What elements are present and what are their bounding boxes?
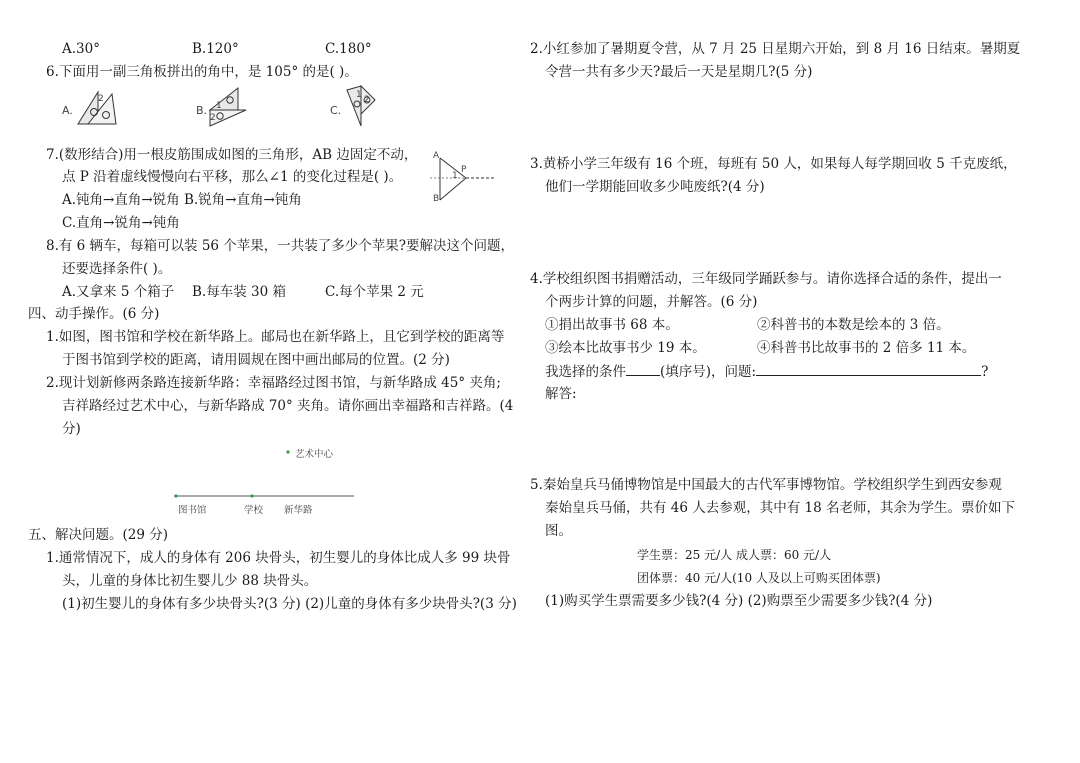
r-q5-line-2: 秦始皇兵马俑，共有 46 人去参观，其中有 18 名老师，其余为学生。票价如下 xyxy=(545,500,1016,516)
r-q4-fill-label: (填序号)，问题: xyxy=(660,364,757,380)
map-label-library: 图书馆 xyxy=(178,505,207,516)
q6-fig-b-mark-1: 1 xyxy=(216,101,222,111)
sec4-q1-line-1: 1.如图，图书馆和学校在新华路上。邮局也在新华路上，且它到学校的距离等 xyxy=(46,329,505,345)
r-q4-choose-line xyxy=(545,362,988,381)
r-q5-prices-line-1: 学生票：25 元/人 成人票：60 元/人 xyxy=(637,548,832,562)
r-q4-answer-label: 解答: xyxy=(545,386,577,402)
q6-label-c: C. xyxy=(330,104,342,117)
r-q4-choose-label: 我选择的条件 xyxy=(545,364,626,380)
q6-question: 6.下面用一副三角板拼出的角中，是 105° 的是( )。 xyxy=(46,64,358,80)
q7-label-b: B xyxy=(433,194,440,204)
q7-line-1: 7.(数形结合)用一根皮筋围成如图的三角形，AB 边固定不动， xyxy=(46,147,418,163)
r-q3-line-1: 3.黄桥小学三年级有 16 个班，每班有 50 人，如果每人每学期回收 5 千克废纸， xyxy=(530,156,1017,172)
r-q4-condition-2: ②科普书的本数是绘本的 3 倍。 xyxy=(757,317,950,333)
q5-option-b: B.120° xyxy=(192,41,239,57)
q7-label-p: P xyxy=(461,165,467,175)
sec4-q1-line-2: 于图书馆到学校的距离，请用圆规在图中画出邮局的位置。(2 分) xyxy=(62,352,450,368)
condition-blank[interactable] xyxy=(626,362,660,376)
q6-label-a: A. xyxy=(62,104,73,117)
section-5-title: 五、解决问题。(29 分) xyxy=(28,527,169,543)
q7-label-a: A xyxy=(433,151,440,161)
q5-option-a: A.30° xyxy=(62,41,100,57)
r-q4-condition-1: ①捐出故事书 68 本。 xyxy=(545,317,679,333)
q8-line-1: 8.有 6 辆车，每箱可以装 56 个苹果，一共装了多少个苹果?要解决这个问题， xyxy=(46,238,515,254)
q8-option-a: A.又拿来 5 个箱子 xyxy=(62,284,175,300)
q7-label-angle-1: 1 xyxy=(452,171,458,181)
map-label-art-center: 艺术中心 xyxy=(295,449,334,460)
r-q2-line-1: 2.小红参加了暑期夏令营，从 7 月 25 日星期六开始，到 8 月 16 日结束。暑期夏 xyxy=(530,41,1021,57)
sec5-q1-line-2: 头，儿童的身体比初生婴儿少 88 块骨头。 xyxy=(62,573,318,589)
q7-line-2: 点 P 沿着虚线慢慢向右平移，那么∠1 的变化过程是( )。 xyxy=(62,169,403,185)
r-q5-line-1: 5.秦始皇兵马俑博物馆是中国最大的古代军事博物馆。学校组织学生到西安参观 xyxy=(530,477,1002,493)
r-q5-line-3: 图。 xyxy=(545,523,572,539)
sec4-q2-line-2: 吉祥路经过艺术中心，与新华路成 70° 夹角。请你画出幸福路和吉祥路。(4 xyxy=(62,398,514,414)
question-blank[interactable] xyxy=(756,362,981,376)
map-label-school: 学校 xyxy=(244,505,264,516)
q8-option-b: B.每车装 30 箱 xyxy=(192,284,286,300)
r-q4-condition-3: ③绘本比故事书少 19 本。 xyxy=(545,340,706,356)
q6-label-b: B. xyxy=(196,104,208,117)
q8-option-c: C.每个苹果 2 元 xyxy=(325,284,424,300)
sec4-q2-line-3: 分) xyxy=(62,421,81,437)
r-q4-line-1: 4.学校组织图书捐赠活动，三年级同学踊跃参与。请你选择合适的条件，提出一 xyxy=(530,271,1002,287)
q5-option-c: C.180° xyxy=(325,41,372,57)
r-q3-line-2: 他们一学期能回收多少吨废纸?(4 分) xyxy=(545,179,765,195)
q8-line-2: 还要选择条件( )。 xyxy=(62,261,172,277)
q6-fig-b-mark-2: 2 xyxy=(210,113,216,123)
q7-options-ab: A.钝角→直角→锐角 B.锐角→直角→钝角 xyxy=(62,192,302,208)
q6-figure-a xyxy=(74,88,120,126)
r-q4-line-2: 个两步计算的问题，并解答。(6 分) xyxy=(545,294,758,310)
q6-fig-c-mark-1: 1 xyxy=(356,90,362,100)
r-q5-prices-line-2: 团体票：40 元/人(10 人及以上可购买团体票) xyxy=(637,571,881,585)
sec4-q2-line-1: 2.现计划新修两条路连接新华路：幸福路经过图书馆，与新华路成 45° 夹角; xyxy=(46,375,501,391)
q7-triangle-figure xyxy=(430,150,500,205)
q6-fig-a-mark: 2 xyxy=(98,94,104,104)
sec5-q1-subquestions: (1)初生婴儿的身体有多少块骨头?(3 分) (2)儿童的身体有多少块骨头?(3 分) xyxy=(62,596,517,612)
r-q2-line-2: 令营一共有多少天?最后一天是星期几?(5 分) xyxy=(545,64,813,80)
r-q4-condition-4: ④科普书比故事书的 2 倍多 11 本。 xyxy=(757,340,976,356)
r-q5-subquestions: (1)购买学生票需要多少钱?(4 分) (2)购票至少需要多少钱?(4 分) xyxy=(545,593,933,609)
sec5-q1-line-1: 1.通常情况下，成人的身体有 206 块骨头，初生婴儿的身体比成人多 99 块骨 xyxy=(46,550,511,566)
r-q4-question-mark: ? xyxy=(981,364,989,380)
q7-option-c: C.直角→锐角→钝角 xyxy=(62,215,180,231)
map-label-road: 新华路 xyxy=(284,505,313,516)
q6-fig-c-mark-2: 2 xyxy=(364,95,370,105)
section-4-title: 四、动手操作。(6 分) xyxy=(28,306,160,322)
